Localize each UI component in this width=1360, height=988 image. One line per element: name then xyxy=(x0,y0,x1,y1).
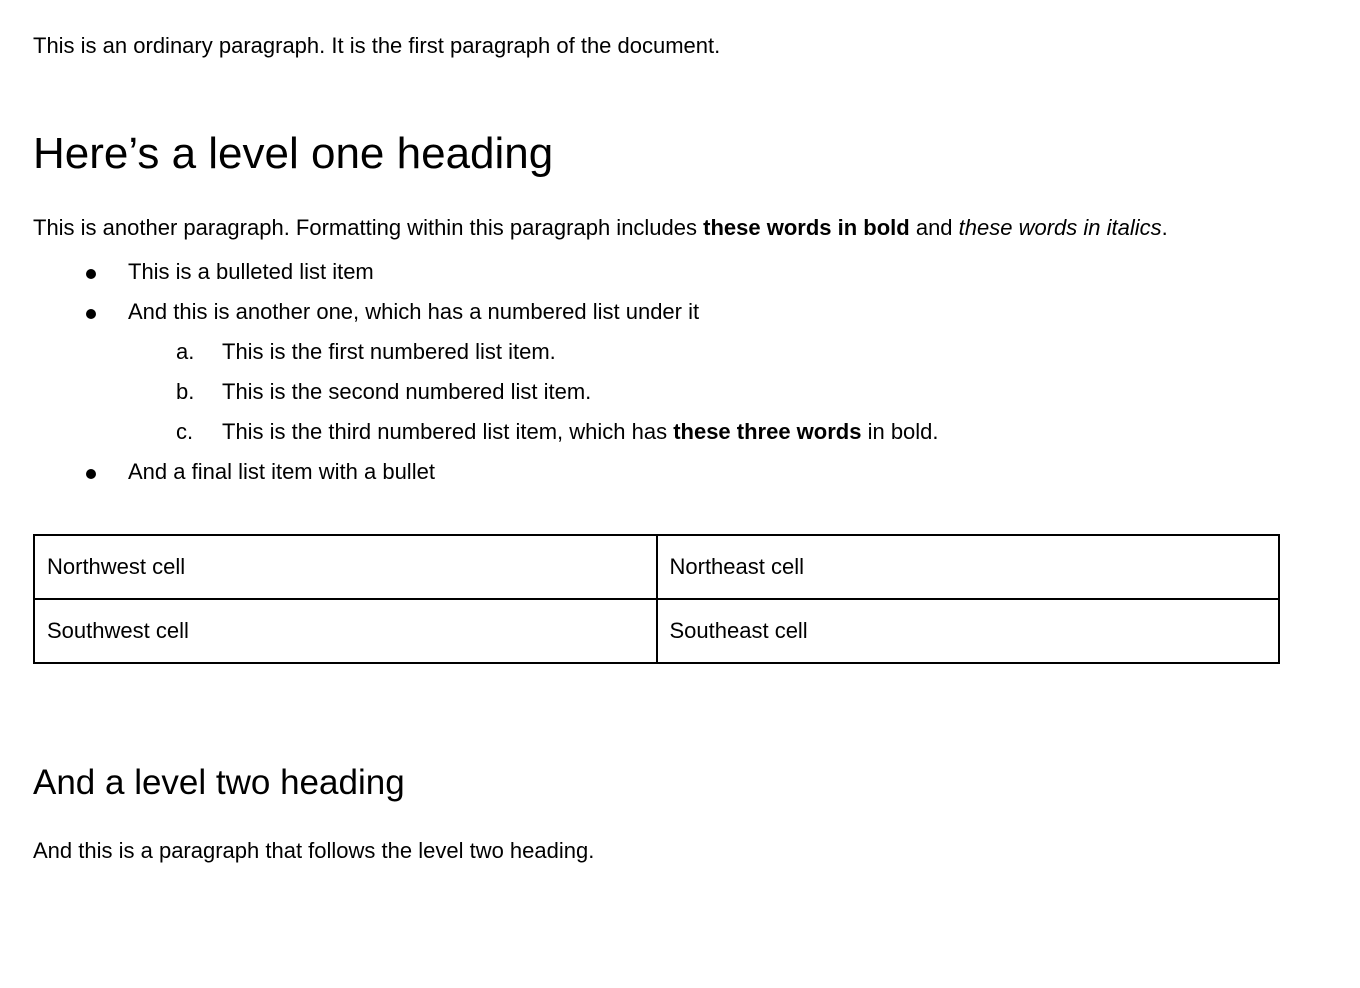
bold-text: these words in bold xyxy=(703,215,910,240)
numbered-list-item-text: This is the second numbered list item. xyxy=(222,379,592,404)
table-row xyxy=(34,535,1279,599)
bold-text: these three words xyxy=(673,419,862,444)
numbered-list-item xyxy=(33,412,1295,452)
numbered-list-item xyxy=(33,332,1295,372)
content-table xyxy=(33,534,1280,664)
italic-text: these words in italics xyxy=(958,215,1162,240)
heading-level-two: And a level two heading xyxy=(33,763,405,802)
paragraph-closing: And this is a paragraph that follows the level two heading. xyxy=(33,838,595,863)
bullet-list-item xyxy=(33,452,1295,492)
list-marker: c. xyxy=(176,419,194,444)
bullet-list-item-text: And this is another one, which has a numbered list under it xyxy=(128,299,700,324)
paragraph-formatted-text: . xyxy=(1161,215,1168,240)
numbered-list-item xyxy=(33,372,1295,412)
heading-level-one: Here’s a level one heading xyxy=(33,129,554,178)
numbered-list-item-text: This is the third numbered list item, which has xyxy=(222,419,674,444)
bullet-list-item xyxy=(33,252,1295,292)
paragraph-formatted xyxy=(33,209,1295,247)
bullet-list-item-text: And a final list item with a bullet xyxy=(128,459,435,484)
paragraph-formatted-text: and xyxy=(909,215,959,240)
table-cell-southeast: Southeast cell xyxy=(657,599,1280,663)
table-row xyxy=(34,599,1279,663)
numbered-list-item-text: This is the first numbered list item. xyxy=(222,339,556,364)
paragraph-formatted-text: This is another paragraph. Formatting within this paragraph includes xyxy=(33,215,704,240)
table-cell-northwest: Northwest cell xyxy=(34,535,657,599)
bullet-icon xyxy=(86,309,96,319)
bullet-icon xyxy=(86,269,96,279)
paragraph-intro: This is an ordinary paragraph. It is the first paragraph of the document. xyxy=(33,33,721,58)
numbered-list-item-text: in bold. xyxy=(861,419,939,444)
bullet-list-item xyxy=(33,292,1295,332)
table-cell-southwest: Southwest cell xyxy=(34,599,657,663)
bullet-list-item-text: This is a bulleted list item xyxy=(128,259,374,284)
table-cell-northeast: Northeast cell xyxy=(657,535,1280,599)
bullet-icon xyxy=(86,469,96,479)
list-marker: a. xyxy=(176,339,195,364)
list-marker: b. xyxy=(176,379,195,404)
bullet-list xyxy=(33,252,1295,492)
